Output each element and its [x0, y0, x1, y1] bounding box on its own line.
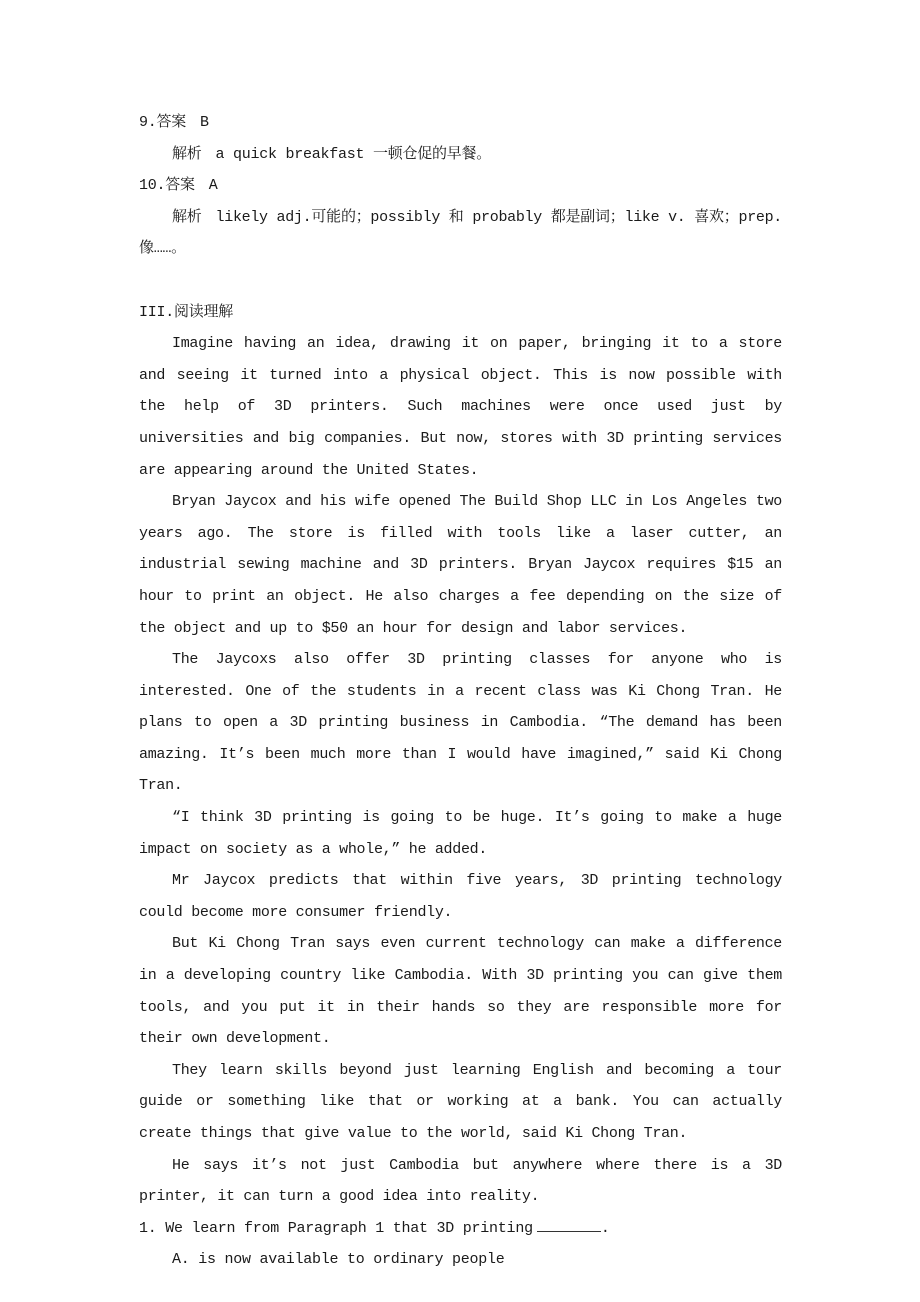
question-1	[139, 1213, 782, 1245]
question-stem: 1. We learn from Paragraph 1 that 3D printing	[139, 1219, 533, 1237]
passage-paragraph-6: But Ki Chong Tran says even current technology can make a difference in a developing country like Cambodia. With 3D printing you can give them tools, and you put it in their hands so they are responsible more for their own development.	[139, 935, 782, 1048]
spacer	[139, 265, 782, 297]
answer-number-label: 10.答案	[139, 177, 195, 195]
answer-value: B	[200, 114, 209, 131]
analysis-label: 解析	[172, 208, 202, 226]
answer-10	[139, 170, 782, 202]
question-1-option-a: A. is now available to ordinary people	[172, 1251, 505, 1269]
answer-number-label: 9.答案	[139, 114, 187, 131]
answer-blank	[537, 1217, 601, 1232]
passage-paragraph-8: He says it’s not just Cambodia but anywhere where there is a 3D printer, it can turn a good idea into reality.	[139, 1156, 782, 1206]
analysis-9	[139, 139, 782, 171]
analysis-10	[139, 202, 782, 265]
passage-paragraph-5: Mr Jaycox predicts that within five years, 3D printing technology could become more consumer friendly.	[139, 872, 782, 921]
passage-paragraph-1: Imagine having an idea, drawing it on paper, bringing it to a store and seeing it turned into a physical object. This is now possible with the help of 3D printers. Such machines were once used just by universities and big companies. But now, stores with 3D printing services are appearing around the United States.	[139, 335, 782, 479]
analysis-text: a quick breakfast 一顿仓促的早餐。	[215, 145, 492, 163]
analysis-text: likely adj.可能的；possibly 和 probably 都是副词；like v. 喜欢；prep. 像……。	[139, 208, 783, 258]
answer-9	[139, 107, 782, 139]
section-title: III.阅读理解	[139, 303, 234, 321]
passage-paragraph-4: “I think 3D printing is going to be huge. It’s going to make a huge impact on society as a whole,” he added.	[139, 809, 782, 858]
passage-paragraph-2: Bryan Jaycox and his wife opened The Build Shop LLC in Los Angeles two years ago. The store is filled with tools like a laser cutter, an industrial sewing machine and 3D printers. Bryan Jaycox requires $15 an hour to print an object. He also charges a fee depending on the size of the object and up to $50 an hour for design and labor services.	[139, 493, 782, 637]
passage-paragraph-3: The Jaycoxs also offer 3D printing classes for anyone who is interested. One of the students in a recent class was Ki Chong Tran. He plans to open a 3D printing business in Cambodia. “The demand has been amazing. It’s been much more than I would have imagined,” said Ki Chong Tran.	[139, 651, 782, 795]
passage-paragraph-7: They learn skills beyond just learning English and becoming a tour guide or something like that or working at a bank. You can actually create things that give value to the world, said Ki Chong Tran.	[139, 1061, 782, 1142]
analysis-label: 解析	[172, 145, 202, 163]
question-stem-end: .	[600, 1219, 610, 1237]
document-page	[139, 107, 782, 1276]
answer-value: A	[208, 177, 218, 195]
